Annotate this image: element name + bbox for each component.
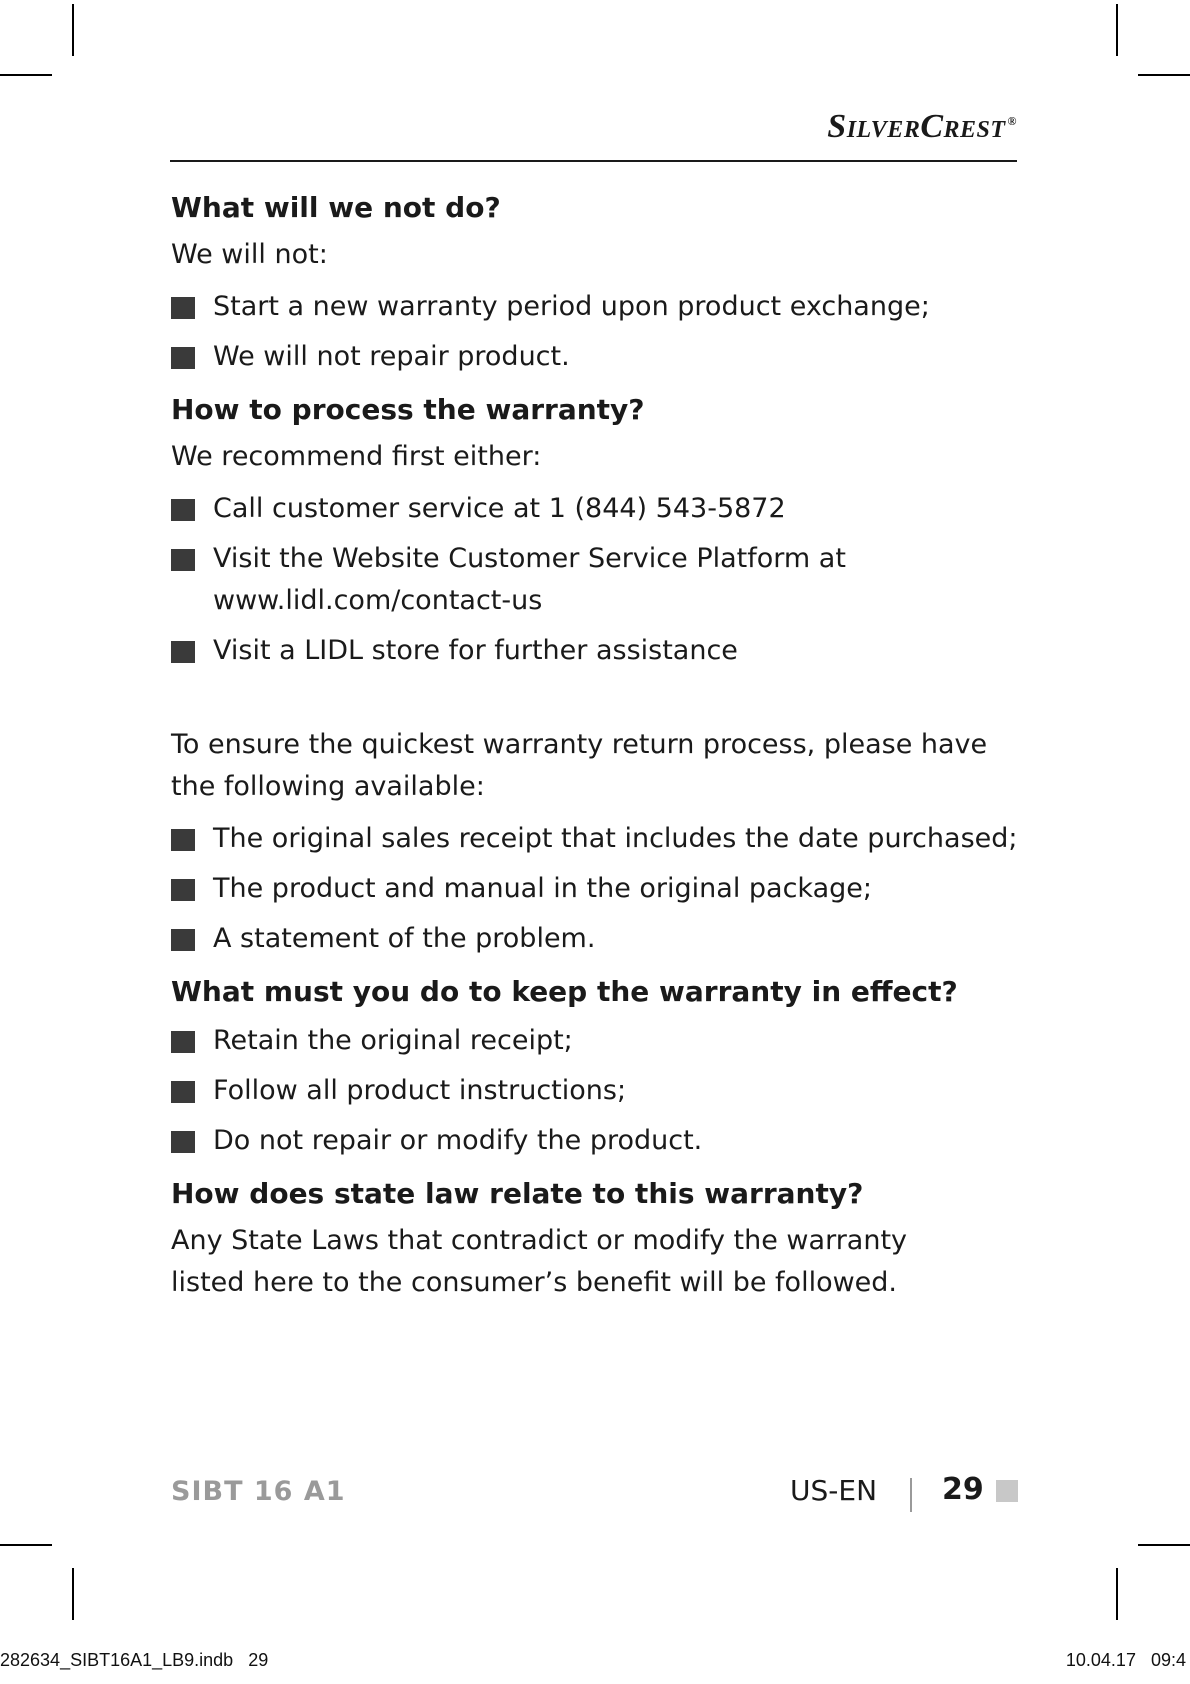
bullet-square-icon (171, 347, 195, 369)
page-marker-block (996, 1480, 1018, 1502)
process-list (171, 488, 1031, 672)
registered-mark: ® (1007, 113, 1017, 128)
footer-separator (910, 1478, 912, 1512)
bullet-square-icon (171, 829, 195, 851)
bullet-square-icon (171, 499, 195, 521)
footer-model: SIBT 16 A1 (171, 1476, 346, 1507)
list-item: Visit a LIDL store for further assistance (171, 630, 1031, 672)
crop-mark (72, 1568, 74, 1620)
crop-mark (1138, 74, 1190, 76)
footer-language: US-EN (790, 1474, 878, 1507)
bullet-square-icon (171, 879, 195, 901)
bullet-square-icon (171, 1031, 195, 1053)
crop-mark (72, 4, 74, 56)
ensure-list (171, 818, 1031, 960)
list-item: The product and manual in the original package; (171, 868, 1031, 910)
slug-timestamp: 10.04.17 09:4 (1065, 1650, 1186, 1670)
bullet-square-icon (171, 929, 195, 951)
crop-mark (0, 1544, 52, 1546)
crop-mark (1116, 4, 1118, 56)
ensure-text: To ensure the quickest warranty return process, please have the following available: (171, 729, 988, 802)
list-item: The original sales receipt that includes the date purchased; (171, 818, 1031, 860)
list-item: We will not repair product. (171, 336, 1031, 378)
slug-filename: 282634_SIBT16A1_LB9.indb 29 (0, 1650, 269, 1670)
crop-mark (1116, 1568, 1118, 1620)
crop-mark (1138, 1544, 1190, 1546)
heading-state-law: How does state law relate to this warranty? (171, 1177, 864, 1210)
header-rule (170, 160, 1017, 162)
list-item: Do not repair or modify the product. (171, 1120, 1031, 1162)
brand-logo (700, 108, 1017, 146)
heading-process: How to process the warranty? (171, 393, 645, 426)
list-item: Start a new warranty period upon product exchange; (171, 286, 1031, 328)
bullet-square-icon (171, 641, 195, 663)
list-item: Follow all product instructions; (171, 1070, 1031, 1112)
bullet-square-icon (171, 297, 195, 319)
list-item: A statement of the problem. (171, 918, 1031, 960)
page-number: 29 (942, 1472, 984, 1507)
main-content (171, 188, 1031, 1304)
crop-mark (0, 74, 52, 76)
not-do-intro: We will not: (171, 239, 328, 270)
not-do-list (171, 286, 1031, 378)
list-item: Call customer service at 1 (844) 543-5872 (171, 488, 1031, 530)
bullet-square-icon (171, 1081, 195, 1103)
state-law-text: Any State Laws that contradict or modify the warranty listed here to the consumer’s benefit will be followed. (171, 1225, 908, 1298)
keep-list (171, 1020, 1031, 1162)
process-intro: We recommend first either: (171, 441, 542, 472)
heading-not-do: What will we not do? (171, 191, 501, 224)
bullet-square-icon (171, 549, 195, 571)
bullet-square-icon (171, 1131, 195, 1153)
heading-keep: What must you do to keep the warranty in effect? (171, 975, 958, 1008)
brand-name: SilverCrest (827, 108, 1006, 145)
list-item: Visit the Website Customer Service Platform at www.lidl.com/contact-us (171, 538, 853, 622)
list-item: Retain the original receipt; (171, 1020, 1031, 1062)
